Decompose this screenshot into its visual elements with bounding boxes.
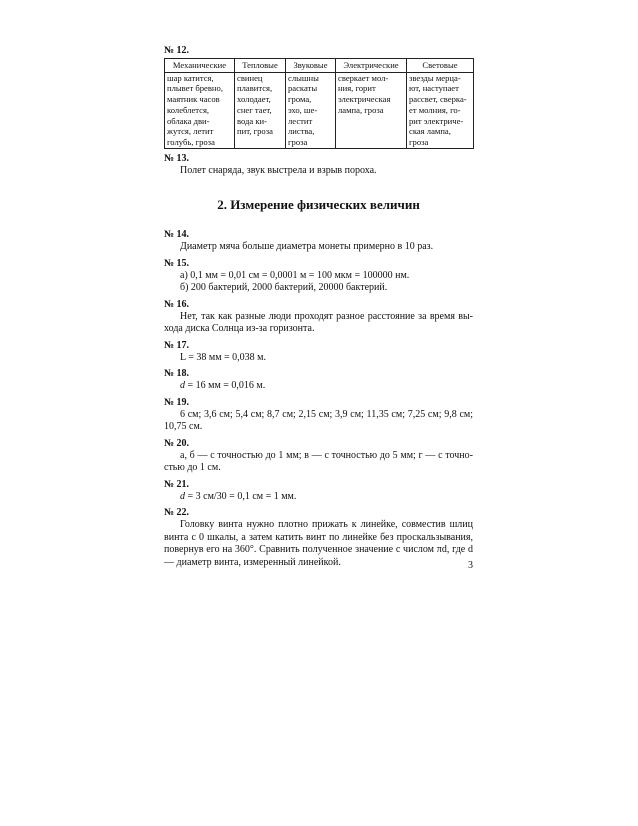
question-20 (164, 438, 473, 475)
page-content (164, 45, 473, 573)
variable-d: d (180, 380, 185, 392)
cell-line: грома, (288, 94, 312, 105)
table-header-cell: Тепловые (235, 59, 286, 73)
section-title: 2. Измерение физических величин (217, 197, 420, 213)
answer-text: Нет, так как разные люди проходят разное расстояние за время вы-хода диска Солнца из-за горизонта. (164, 310, 473, 335)
cell-line: звезды мерца- (409, 72, 461, 83)
cell-line: ния, горит (338, 83, 376, 94)
question-22 (164, 507, 473, 569)
question-number: № 15. (164, 257, 190, 269)
table-cell-thermal (235, 72, 286, 148)
question-number: № 17. (164, 339, 190, 351)
cell-line: облака дви- (167, 115, 210, 126)
question-number: № 16. (164, 298, 190, 310)
answer-text: Диаметр мяча больше диаметра монеты примерно в 10 раз. (180, 241, 434, 253)
phenomena-table (164, 58, 474, 149)
question-number: № 22. (164, 507, 190, 519)
cell-line: электрическая (338, 94, 391, 105)
cell-line: маятник часов (167, 94, 220, 105)
question-13 (164, 153, 473, 178)
answer-line-b: б) 200 бактерий, 2000 бактерий, 20000 бактерий. (180, 282, 388, 294)
question-12 (164, 45, 473, 149)
table-row (165, 72, 474, 148)
table-header-cell: Электрические (336, 59, 407, 73)
question-14 (164, 229, 473, 254)
table-cell-light (407, 72, 474, 148)
table-cell-mechanical (165, 72, 235, 148)
table-cell-sound (286, 72, 336, 148)
question-number: № 19. (164, 396, 190, 408)
page-number: 3 (468, 560, 473, 571)
cell-line: шар катится, (167, 72, 214, 83)
cell-line: рассвет, сверка- (409, 94, 467, 105)
cell-line: слышны (288, 72, 319, 83)
cell-line: свинец (237, 72, 263, 83)
table-cell-electrical (336, 72, 407, 148)
cell-line: колеблется, (167, 104, 210, 115)
cell-line: гроза (409, 136, 429, 147)
cell-line: жутся, летит (167, 126, 214, 137)
cell-line: рит электриче- (409, 115, 464, 126)
question-16 (164, 299, 473, 336)
cell-line: гроза (288, 136, 308, 147)
question-15 (164, 258, 473, 295)
question-number: № 21. (164, 478, 190, 490)
answer-line-a: а) 0,1 мм = 0,01 см = 0,0001 м = 100 мкм = 100000 нм. (180, 269, 410, 281)
variable-d: d (180, 490, 185, 502)
question-21 (164, 479, 473, 504)
cell-line: вода ки- (237, 115, 268, 126)
question-number: № 14. (164, 229, 190, 241)
cell-line: плывет бревно, (167, 83, 223, 94)
question-17 (164, 340, 473, 365)
table-header-cell: Звуковые (286, 59, 336, 73)
cell-line: лампа, гроза (338, 104, 384, 115)
answer-expression: = 16 мм = 0,016 м. (185, 380, 266, 392)
answer-text (164, 491, 473, 504)
cell-line: эхо, ше- (288, 104, 318, 115)
question-19 (164, 397, 473, 434)
answer-text: Головку винта нужно плотно прижать к линейке, совместив шлиц винта с 0 шкалы, а затем катить винт по линейке без проскальзывания, повернув его на 360°. Сравнить полученное значение с числом πd, где d — диаметр винта, измеренный линейкой. (164, 519, 473, 568)
answer-text (164, 380, 473, 393)
question-number: № 12. (164, 45, 190, 56)
cell-line: ет молния, го- (409, 104, 461, 115)
cell-line: раскаты (288, 83, 318, 94)
cell-line: пит, гроза (237, 126, 273, 137)
cell-line: голубь, гроза (167, 136, 215, 147)
cell-line: холодает, (237, 94, 271, 105)
answer-text: а, б — с точностью до 1 мм; в — с точностью до 5 мм; г — с точно-стью до 1 см. (164, 449, 473, 474)
cell-line: ют, наступает (409, 83, 459, 94)
table-header-cell: Световые (407, 59, 474, 73)
question-18 (164, 368, 473, 393)
answer-expression: = 3 см/30 = 0,1 см = 1 мм. (185, 490, 297, 502)
cell-line: лестит (288, 115, 313, 126)
cell-line: сверкает мол- (338, 72, 389, 83)
cell-line: листва, (288, 126, 315, 137)
question-number: № 18. (164, 368, 190, 380)
answer-text: Полет снаряда, звук выстрела и взрыв пороха. (180, 164, 377, 176)
cell-line: снег тает, (237, 104, 272, 115)
table-header-row (165, 59, 474, 73)
cell-line: ская лампа, (409, 126, 451, 137)
question-number: № 13. (164, 152, 190, 164)
answer-text: L = 38 мм = 0,038 м. (180, 351, 267, 363)
answer-text: 6 см; 3,6 см; 5,4 см; 8,7 см; 2,15 см; 3,9 см; 11,35 см; 7,25 см; 9,8 см; 10,75 см. (164, 408, 473, 433)
table-header-cell: Механические (165, 59, 235, 73)
question-number: № 20. (164, 437, 190, 449)
cell-line: плавится, (237, 83, 273, 94)
